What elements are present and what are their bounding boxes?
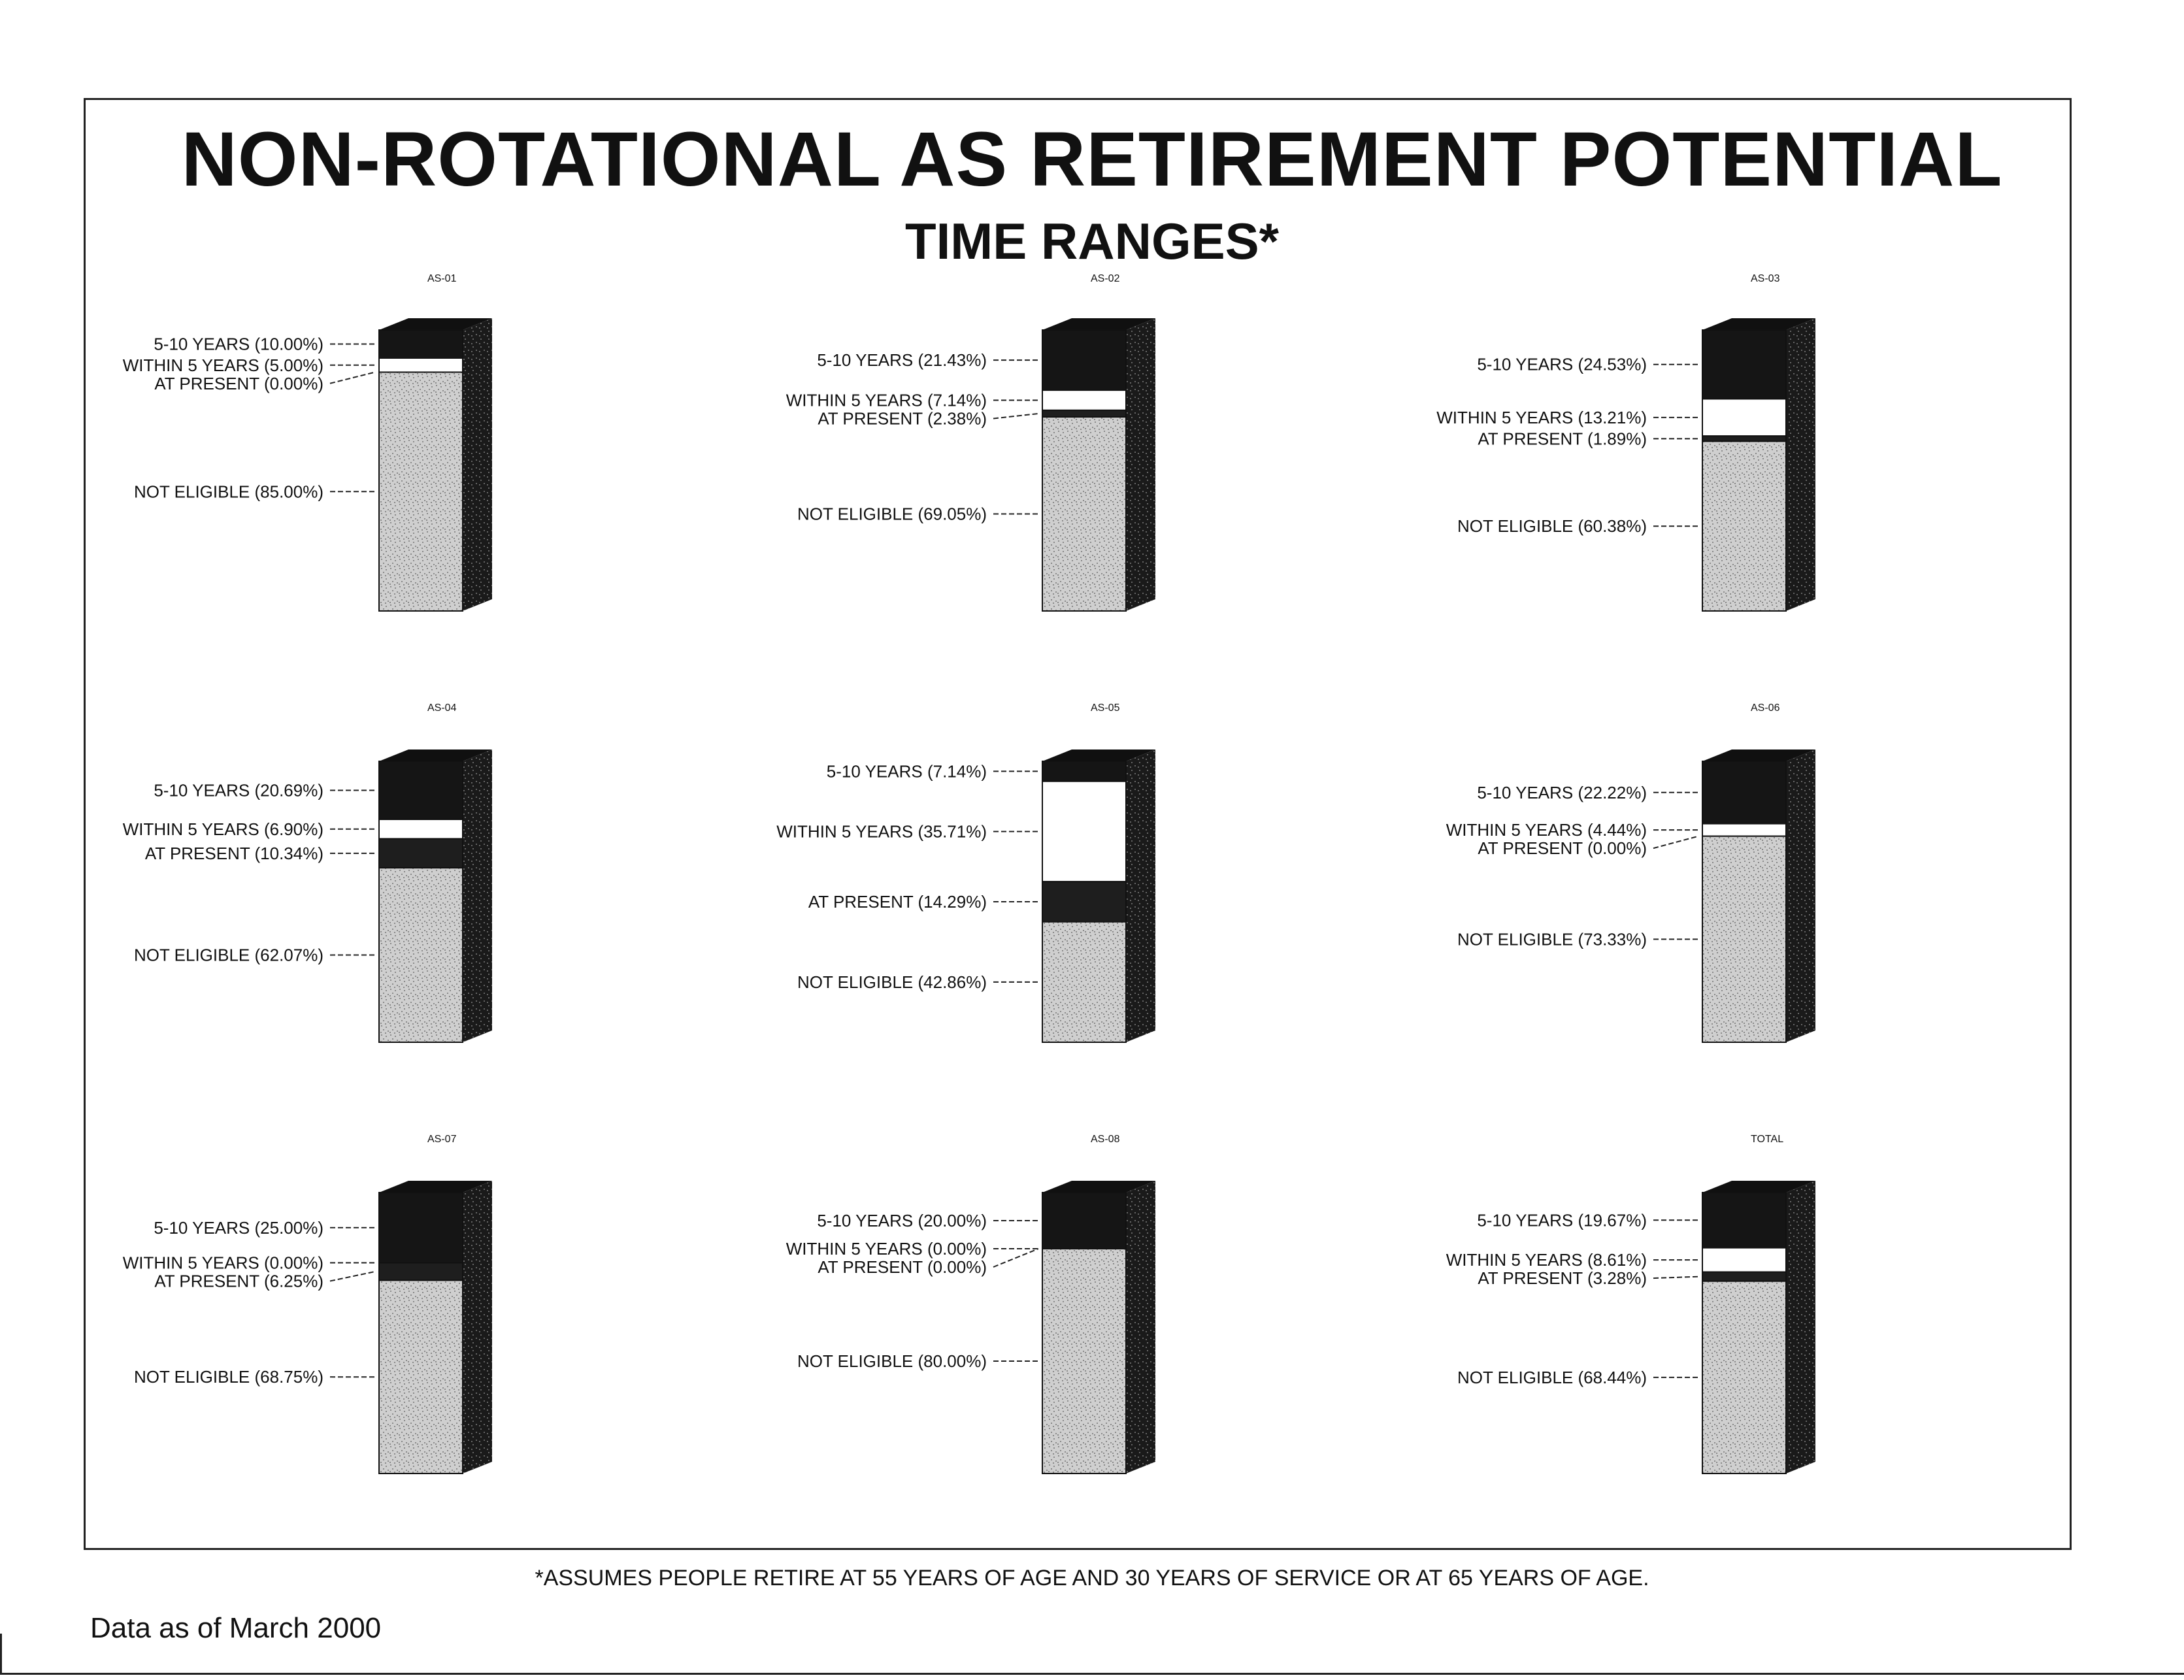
segment-label-not-eligible: NOT ELIGIBLE (68.44%) (1457, 1367, 1647, 1387)
segment-label-five-to-ten: 5-10 YEARS (25.00%) (154, 1217, 323, 1238)
segment-label-not-eligible: NOT ELIGIBLE (73.33%) (1457, 929, 1647, 949)
segment-label-within-five: WITHIN 5 YEARS (5.00%) (122, 355, 323, 375)
chart-title: AS-07 (427, 1134, 457, 1145)
segment-label-at-present: AT PRESENT (6.25%) (154, 1271, 323, 1291)
segment-label-not-eligible: NOT ELIGIBLE (60.38%) (1457, 516, 1647, 536)
chart-title: AS-03 (1751, 273, 1780, 284)
segment-label-within-five: WITHIN 5 YEARS (6.90%) (122, 819, 323, 839)
segment-label-not-eligible: NOT ELIGIBLE (62.07%) (134, 945, 323, 965)
left-margin-rule (0, 1634, 2, 1673)
segment-label-not-eligible: NOT ELIGIBLE (69.05%) (797, 504, 987, 524)
chart-title: AS-04 (427, 702, 457, 714)
segment-label-not-eligible: NOT ELIGIBLE (42.86%) (797, 972, 987, 992)
page-title: NON-ROTATIONAL AS RETIREMENT POTENTIAL (181, 116, 2003, 203)
segment-label-five-to-ten: 5-10 YEARS (20.00%) (817, 1211, 987, 1230)
chart-title: AS-01 (427, 273, 457, 284)
segment-label-five-to-ten: 5-10 YEARS (21.43%) (817, 350, 987, 371)
segment-label-five-to-ten: 5-10 YEARS (7.14%) (826, 761, 987, 782)
segment-label-within-five: WITHIN 5 YEARS (13.21%) (1436, 407, 1647, 427)
segment-label-at-present: AT PRESENT (10.34%) (144, 843, 323, 863)
segment-label-within-five: WITHIN 5 YEARS (0.00%) (786, 1239, 987, 1259)
segment-label-five-to-ten: 5-10 YEARS (19.67%) (1477, 1210, 1647, 1230)
segment-label-five-to-ten: 5-10 YEARS (10.00%) (154, 334, 323, 354)
segment-label-within-five: WITHIN 5 YEARS (0.00%) (122, 1253, 323, 1273)
segment-label-not-eligible: NOT ELIGIBLE (85.00%) (134, 482, 323, 502)
page-subtitle: TIME RANGES* (904, 212, 1280, 270)
segment-label-at-present: AT PRESENT (0.00%) (1478, 838, 1647, 859)
bottom-rule (0, 1673, 2184, 1675)
segment-label-not-eligible: NOT ELIGIBLE (80.00%) (797, 1351, 987, 1371)
segment-label-five-to-ten: 5-10 YEARS (24.53%) (1477, 354, 1647, 374)
segment-label-at-present: AT PRESENT (2.38%) (818, 408, 987, 429)
segment-label-at-present: AT PRESENT (0.00%) (818, 1257, 987, 1277)
footnote: *ASSUMES PEOPLE RETIRE AT 55 YEARS OF AGE AND 30 YEARS OF SERVICE OR AT 65 YEARS OF AGE. (535, 1566, 1649, 1590)
segment-label-within-five: WITHIN 5 YEARS (7.14%) (786, 390, 987, 410)
segment-label-within-five: WITHIN 5 YEARS (4.44%) (1446, 820, 1647, 840)
segment-label-five-to-ten: 5-10 YEARS (22.22%) (1477, 782, 1647, 802)
chart-title: AS-06 (1751, 702, 1780, 714)
chart-title: AS-02 (1091, 273, 1120, 284)
chart-title: TOTAL (1751, 1134, 1784, 1145)
data-as-of: Data as of March 2000 (90, 1612, 382, 1644)
segment-label-within-five: WITHIN 5 YEARS (35.71%) (776, 821, 987, 842)
segment-label-not-eligible: NOT ELIGIBLE (68.75%) (134, 1367, 323, 1387)
segment-label-at-present: AT PRESENT (14.29%) (808, 891, 987, 912)
segment-label-at-present: AT PRESENT (3.28%) (1478, 1268, 1647, 1289)
segment-label-within-five: WITHIN 5 YEARS (8.61%) (1446, 1250, 1647, 1270)
segment-label-five-to-ten: 5-10 YEARS (20.69%) (154, 780, 323, 800)
chart-frame (84, 98, 2072, 1550)
chart-title: AS-05 (1091, 702, 1120, 714)
segment-label-at-present: AT PRESENT (1.89%) (1478, 429, 1647, 449)
segment-label-at-present: AT PRESENT (0.00%) (154, 373, 323, 393)
chart-title: AS-08 (1091, 1134, 1120, 1145)
